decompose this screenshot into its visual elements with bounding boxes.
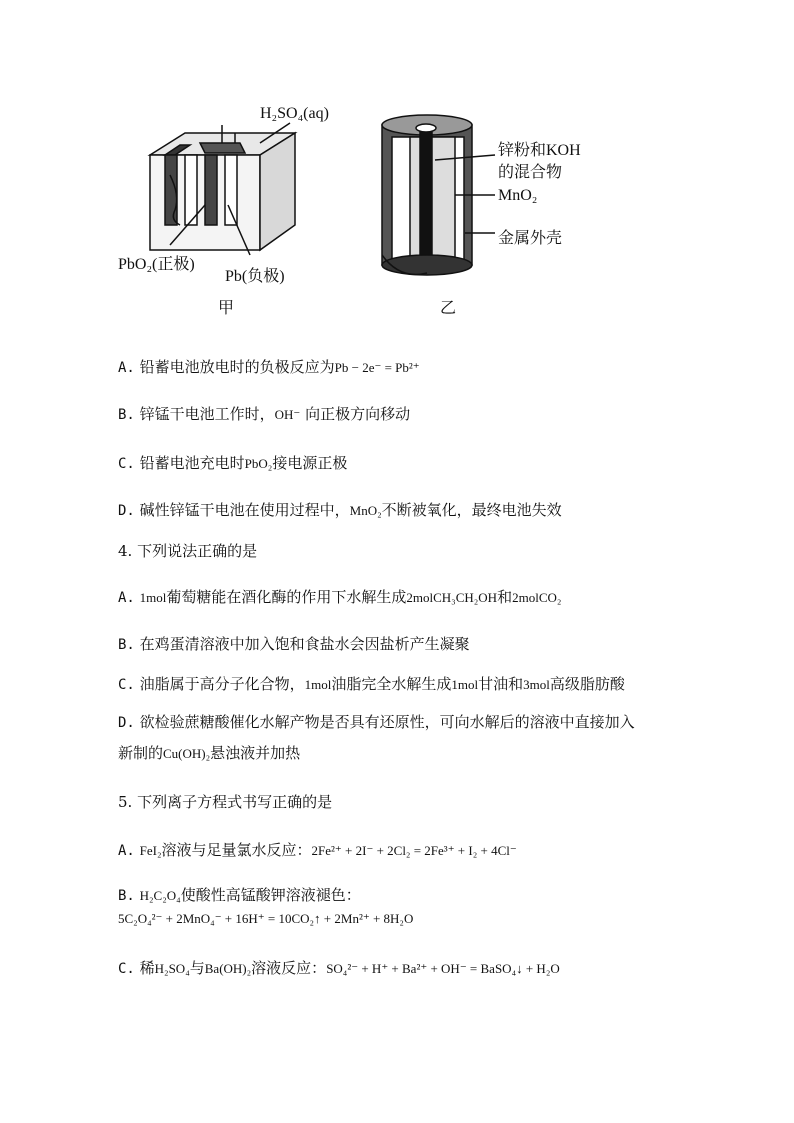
option-text: 悬浊液并加热 xyxy=(210,744,301,762)
option-text: 向正极方向移动 xyxy=(305,405,411,423)
formula: 1mol xyxy=(304,677,332,692)
formula: Ba(OH)₂ xyxy=(204,961,252,976)
zinc-koh-label-line1: 锌粉和KOH xyxy=(498,142,581,159)
option-text: 溶液与足量氯水反应： xyxy=(161,841,312,859)
formula: 2molCH₃CH₂OH xyxy=(406,590,498,605)
option-text: 使酸性高锰酸钾溶液褪色： xyxy=(180,886,361,904)
option-text: 欲检验蔗糖酸催化水解产物是否具有还原性，可向水解后的溶液中直接加入 xyxy=(139,713,635,731)
equation: 5C₂O₄²⁻ + 2MnO₄⁻ + 16H⁺ = 10CO₂↑ + 2Mn²⁺ + 8H₂O xyxy=(118,911,414,926)
option-text: 新制的 xyxy=(118,744,164,762)
formula: H₂C₂O₄ xyxy=(139,888,181,903)
caption-yi: 乙 xyxy=(440,300,457,317)
negative-electrode-label: Pb(负极) xyxy=(225,268,285,285)
option-letter: A. xyxy=(118,843,135,859)
q5-option-b-line1 xyxy=(118,885,361,906)
electrolyte-label: H₂SO₄(aq) xyxy=(260,105,329,122)
alkaline-battery-drawing xyxy=(382,115,495,275)
formula: 2molCO₂ xyxy=(512,590,562,605)
option-text: 溶液反应： xyxy=(251,959,327,977)
formula: OH⁻ xyxy=(274,407,301,422)
q4-option-b xyxy=(118,634,470,655)
option-text: 和 xyxy=(497,588,513,606)
formula: 3mol xyxy=(523,677,550,692)
equation: SO₄²⁻ + H⁺ + Ba²⁺ + OH⁻ = BaSO₄↓ + H₂O xyxy=(326,961,560,976)
q4-option-d-line1 xyxy=(118,712,635,733)
option-letter: C. xyxy=(118,677,135,693)
q4-stem: 4. 下列说法正确的是 xyxy=(118,542,258,560)
formula: 1mol xyxy=(451,677,479,692)
q3-option-d xyxy=(118,500,562,521)
option-letter: D. xyxy=(118,503,135,519)
option-letter: B. xyxy=(118,888,135,904)
equation: 2Fe²⁺ + 2I⁻ + 2Cl₂ = 2Fe³⁺ + I₂ + 4Cl⁻ xyxy=(311,843,517,858)
option-letter: C. xyxy=(118,456,135,472)
q5-stem: 5. 下列离子方程式书写正确的是 xyxy=(118,793,333,811)
zinc-koh-label-line2: 的混合物 xyxy=(498,164,563,181)
q3-option-a xyxy=(118,357,420,378)
formula: Cu(OH)₂ xyxy=(163,746,211,761)
q3-option-b xyxy=(118,404,410,425)
option-letter: B. xyxy=(118,637,135,653)
q4-option-a xyxy=(118,587,561,608)
q5-option-b-line2 xyxy=(118,908,413,929)
caption-jia: 甲 xyxy=(218,300,235,317)
option-letter: C. xyxy=(118,961,135,977)
option-text: 不断被氧化，最终电池失效 xyxy=(381,501,562,519)
q3-option-c xyxy=(118,453,347,474)
formula: MnO₂ xyxy=(349,503,382,518)
mno2-label: MnO₂ xyxy=(498,187,538,204)
q5-option-c xyxy=(118,958,560,979)
q4-option-c xyxy=(118,674,625,695)
option-letter: A. xyxy=(118,590,135,606)
option-text: 稀 xyxy=(139,959,155,977)
option-text: 高级脂肪酸 xyxy=(549,675,625,693)
formula: FeI₂ xyxy=(139,843,162,858)
option-letter: A. xyxy=(118,360,135,376)
option-text: 油脂完全水解生成 xyxy=(331,675,452,693)
option-text: 碱性锌锰干电池在使用过程中， xyxy=(139,501,350,519)
battery-figure xyxy=(110,95,630,325)
option-text: 铅蓄电池放电时的负极反应为 xyxy=(139,358,335,376)
formula: 1mol xyxy=(139,590,167,605)
option-text: 在鸡蛋清溶液中加入饱和食盐水会因盐析产生凝聚 xyxy=(139,635,470,653)
option-text: 甘油和 xyxy=(478,675,524,693)
option-letter: D. xyxy=(118,715,135,731)
formula: H₂SO₄ xyxy=(154,961,190,976)
battery-diagrams xyxy=(110,95,630,325)
metal-shell-label: 金属外壳 xyxy=(498,230,563,247)
lead-acid-battery-drawing xyxy=(150,123,295,255)
option-letter: B. xyxy=(118,407,135,423)
option-text: 接电源正极 xyxy=(272,454,348,472)
option-text: 油脂属于高分子化合物， xyxy=(139,675,305,693)
q4-option-d-line2 xyxy=(118,743,300,764)
option-text: 锌锰干电池工作时， xyxy=(139,405,275,423)
option-text: 铅蓄电池充电时 xyxy=(139,454,245,472)
positive-electrode-label: PbO₂(正极) xyxy=(118,256,195,273)
formula: PbO₂ xyxy=(244,456,273,471)
q5-option-a xyxy=(118,840,517,861)
formula: Pb − 2e⁻ = Pb²⁺ xyxy=(334,360,420,375)
option-text: 葡萄糖能在酒化酶的作用下水解生成 xyxy=(166,588,407,606)
option-text: 与 xyxy=(189,959,205,977)
